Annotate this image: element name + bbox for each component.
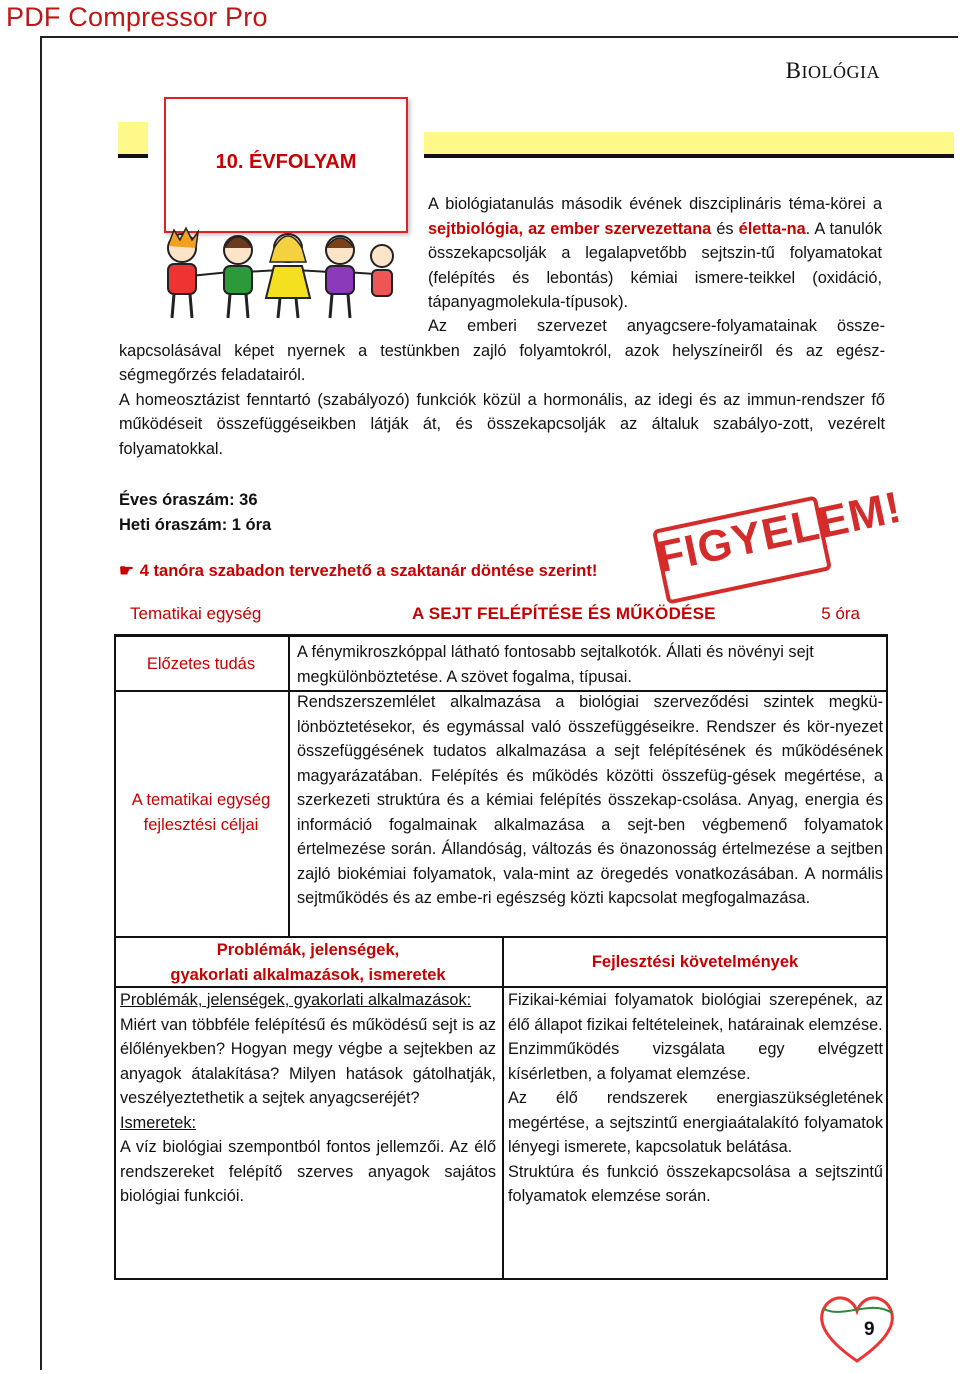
unit-hours: 5 óra <box>821 604 860 623</box>
development-goals-label: A tematikai egység fejlesztési céljai <box>131 791 271 834</box>
col1-header: Problémák, jelenségek, gyakorlati alkalmazások, ismeretek <box>170 941 446 984</box>
problems-subheading: Problémák, jelenségek, gyakorlati alkalmazások: <box>120 991 472 1009</box>
rule-right <box>424 154 954 158</box>
page-number-badge <box>812 1289 902 1369</box>
unit-table <box>114 636 888 1280</box>
requirement-1: Fizikai-kémiai folyamatok biológiai szerepének, az élő állapot fizikai feltételeinek, határainak elemzése. <box>508 991 883 1034</box>
intro-continuation <box>119 314 885 461</box>
requirement-4: Struktúra és funkció összekapcsolása a sejtszintű folyamatok elemzése során. <box>508 1162 883 1205</box>
col2-content <box>508 988 883 1209</box>
grade-title: 10. ÉVFOLYAM <box>215 151 357 173</box>
problems-text: Miért van többféle felépítésű és működésű sejt is az élőlényekben? Hogyan megy végbe a sejtekben az anyagok átalakítása? Milyen hatások gátolhatják, veszélyeztethetik a sejtek anyagcseréjét? <box>120 1015 496 1107</box>
heart-icon <box>822 1298 893 1361</box>
requirement-3: Az élő rendszerek energiaszükségletének megértése, a sejtszintű energiaátalakító folyamatok lényegi ismerete, kapcsolatuk belátása. <box>508 1089 883 1156</box>
weekly-hours: Heti óraszám: 1 óra <box>119 516 272 534</box>
intro-paragraph-3: A homeosztázist fenntartó (szabályozó) funkciók közül a hormonális, az idegi és az immun-rendszer fő működéseit összefüggéseikben látják át, és összekapcsolják az általuk szabályo-zott, vezérelt folyamatokkal. <box>119 390 885 458</box>
annual-hours: Éves óraszám: 36 <box>119 491 258 509</box>
knowledge-subheading: Ismeretek: <box>120 1113 197 1132</box>
prior-knowledge-text: A fénymikroszkóppal látható fontosabb sejtalkotók. Állati és növényi sejt megkülönböztetése. A szövet fogalma, típusai. <box>297 643 814 686</box>
children-illustration <box>150 226 400 322</box>
intro-paragraph: A biológiatanulás második évének diszciplináris téma-körei a sejtbiológia, az ember szervezettana és életta-na. A tanulók összekapcsolják a legalapvetőbb sejtszin-tű folyamatokat (felépítés és lebontás) kémiai ismere-teikkel (oxidáció, tápanyagmolekula-típusok). <box>428 195 882 311</box>
requirement-2: Enzimműködés vizsgálata egy elvégzett kísérletben, a folyamat elemzése. <box>508 1040 883 1083</box>
attention-stamp: FIGYELEM! <box>652 495 832 604</box>
free-hours-note: ☛ 4 tanóra szabadon tervezhető a szaktanár döntése szerint! <box>119 562 598 580</box>
development-goals-text: Rendszerszemlélet alkalmazása a biológiai szerveződési szintek megkü-lönböztetésekor, és egymással való összefüggéseikre. Rendszer és kör-nyezet összefüggésének tudatos alkalmazása a sejt felépítésének és működésének magyarázatában. Felépítés és működés közötti összefüg-gések megértése, a szerkezeti struktúra és a kémiai felépítés összekap-csolása. Anyag, energia és információ fogalmainak alkalmazása a sejt-ben végbemenő folyamatok értelmezése során. Állandóság, változás és önazonosság értelmezése a sejtben zajló biokémiai folyamatok, vala-mint az öregedés vonatkozásában. A normális sejtműködés és az embe-ri egészség közti kapcsolat megfogalmazása. <box>297 693 883 907</box>
subject-heading: BIOLÓGIA <box>785 58 880 83</box>
grade-box <box>164 97 408 233</box>
hours-block <box>119 488 271 538</box>
highlight-bar-right <box>424 132 954 154</box>
unit-title: A SEJT FELÉPÍTÉSE ÉS MŰKÖDÉSE <box>412 604 716 623</box>
prior-knowledge-label: Előzetes tudás <box>146 655 256 673</box>
col1-content <box>120 988 496 1209</box>
intro-paragraph-2: Az emberi szervezet anyagcsere-folyamatainak össze-kapcsolásával képet nyernek a testünkben zajló folyamtokról, azok helyszíneiről és az egész-ségmegőrzés feladatairól. <box>119 317 885 384</box>
col2-header: Fejlesztési követelmények <box>591 953 799 971</box>
highlight-bar-left <box>118 122 148 154</box>
unit-header <box>114 600 888 637</box>
unit-label: Tematikai egység <box>130 604 262 623</box>
pointing-hand-icon: ☛ <box>119 562 134 580</box>
watermark: PDF Compressor Pro <box>6 2 268 32</box>
page-number: 9 <box>864 1319 875 1340</box>
knowledge-text: A víz biológiai szempontból fontos jellemzői. Az élő rendszereket felépítő szerves anyagok sajátos biológiai funkciói. <box>120 1138 496 1205</box>
rule-left <box>118 154 148 158</box>
